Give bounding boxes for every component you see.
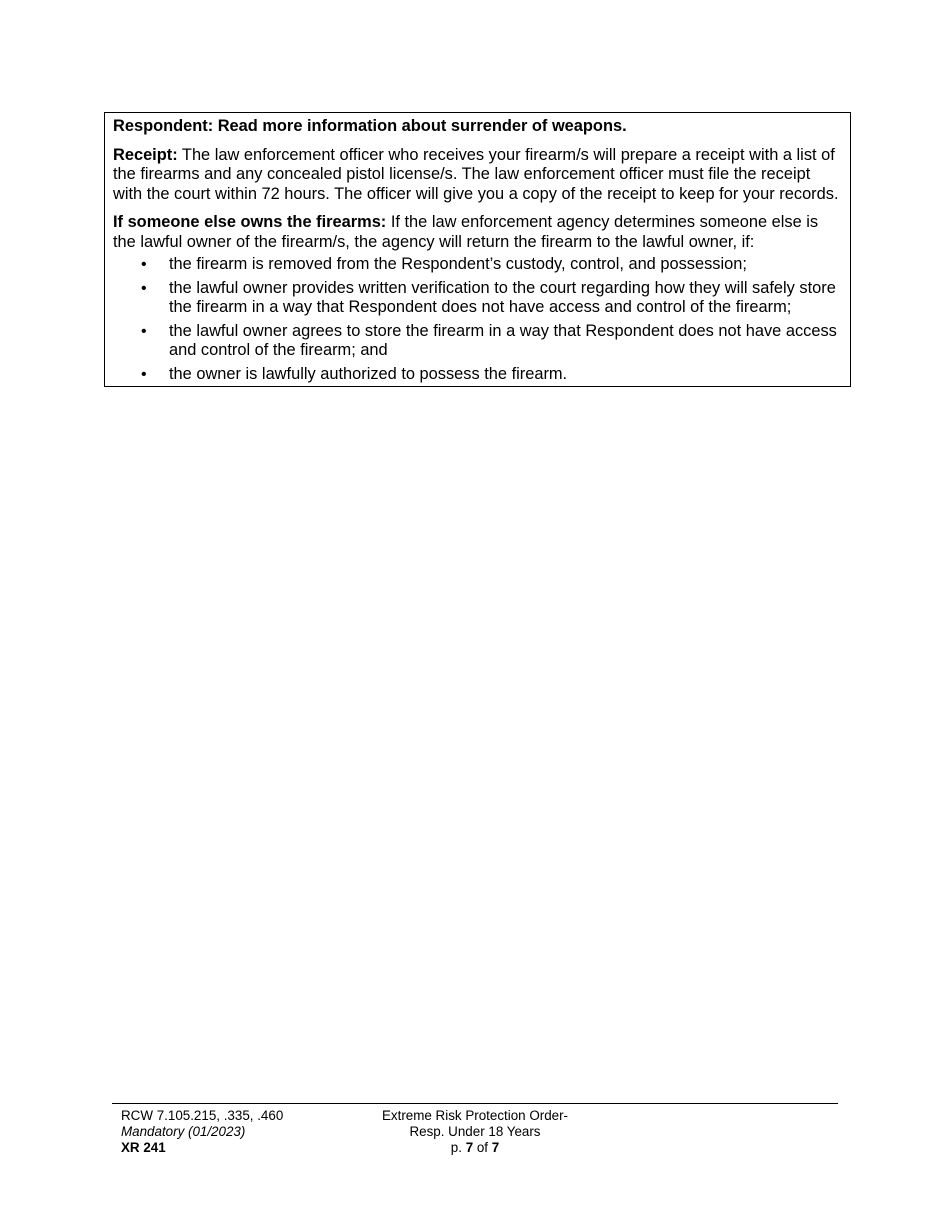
list-item-text: the lawful owner provides written verification to the court regarding how they will safely store the firearm in a way that Respondent does not have access and control of the firearm; bbox=[169, 278, 836, 316]
owner-text: If the law enforcement agency determines someone else is the lawful owner of the firearm/s, the agency will return the firearm to the lawful owner, if: bbox=[113, 213, 819, 251]
footer-form-info bbox=[121, 1108, 283, 1156]
footer-form-title bbox=[360, 1108, 590, 1156]
footer-divider bbox=[112, 1103, 838, 1104]
surrender-info-box bbox=[104, 112, 851, 387]
bullet-icon: • bbox=[141, 365, 147, 383]
owner-paragraph bbox=[113, 213, 840, 252]
list-item bbox=[113, 365, 840, 385]
receipt-paragraph bbox=[113, 146, 840, 205]
receipt-text: The law enforcement officer who receives your firearm/s will prepare a receipt with a list of the firearms and any concealed pistol license/s. The law enforcement officer must file the receipt with the court within 72 hours. The officer will give you a copy of the receipt to keep for your records. bbox=[113, 145, 839, 203]
footer-title-line2: Resp. Under 18 Years bbox=[409, 1124, 541, 1139]
footer-title-line1: Extreme Risk Protection Order- bbox=[381, 1108, 569, 1123]
bullet-icon: • bbox=[141, 256, 147, 273]
footer-mandatory: Mandatory (01/2023) bbox=[121, 1124, 246, 1139]
bullet-icon: • bbox=[141, 322, 147, 340]
page-total: 7 bbox=[491, 1140, 500, 1155]
conditions-list bbox=[113, 255, 840, 384]
list-item bbox=[113, 322, 840, 361]
list-item-text: the owner is lawfully authorized to possess the firearm. bbox=[169, 364, 568, 383]
list-item-text: the lawful owner agrees to store the firearm in a way that Respondent does not have access and control of the firearm; and bbox=[169, 321, 837, 359]
list-item-text: the firearm is removed from the Respondent’s custody, control, and possession; bbox=[169, 255, 747, 273]
receipt-label: Receipt: bbox=[113, 145, 178, 164]
footer-rcw: RCW 7.105.215, .335, .460 bbox=[121, 1108, 284, 1123]
page-current: 7 bbox=[465, 1140, 474, 1155]
list-item bbox=[113, 255, 840, 275]
footer-form-id: XR 241 bbox=[121, 1140, 166, 1155]
page-number: p. 7 of 7 bbox=[450, 1140, 500, 1155]
box-heading: Respondent: Read more information about surrender of weapons. bbox=[113, 117, 627, 135]
owner-label: If someone else owns the firearms: bbox=[113, 213, 387, 231]
bullet-icon: • bbox=[141, 279, 147, 297]
list-item bbox=[113, 279, 840, 318]
